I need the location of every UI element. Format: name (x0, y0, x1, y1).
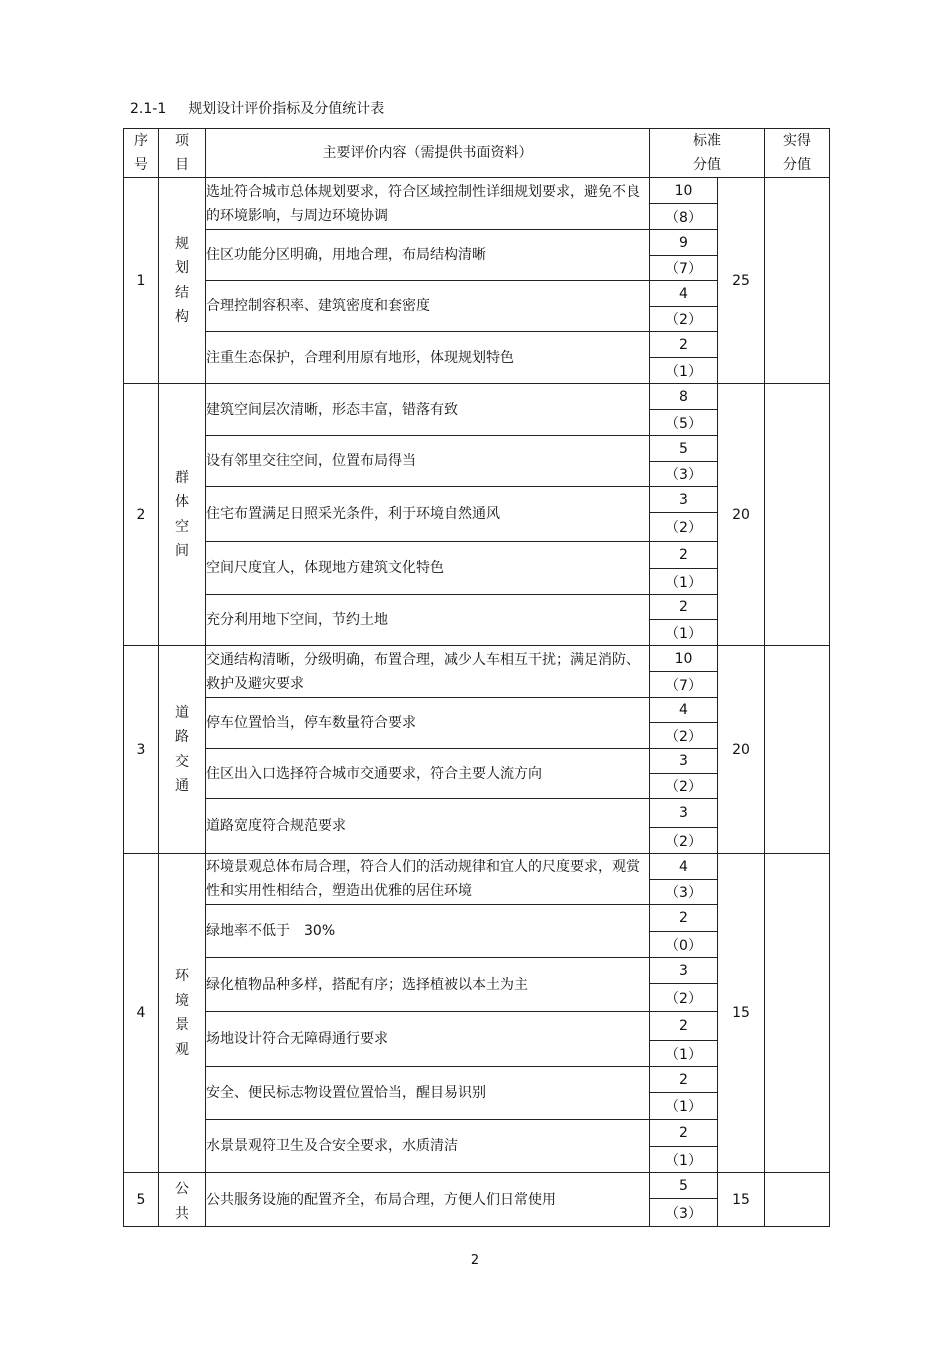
criterion-text: 绿化植物品种多样，搭配有序；选择植被以本土为主 (206, 958, 650, 1012)
minimum-score: （1） (650, 620, 718, 646)
minimum-score: （1） (650, 358, 718, 384)
standard-score: 2 (650, 905, 718, 932)
criterion-text: 空间尺度宜人，体现地方建筑文化特色 (206, 542, 650, 595)
table-row (124, 646, 830, 672)
group-total-score: 25 (718, 178, 765, 384)
standard-score: 3 (650, 958, 718, 984)
minimum-score: （1） (650, 1041, 718, 1067)
minimum-score: （0） (650, 932, 718, 958)
criterion-text: 停车位置恰当，停车数量符合要求 (206, 698, 650, 749)
minimum-score: （2） (650, 828, 718, 854)
actual-score-cell (765, 1173, 830, 1227)
table-number: 2.1-1 (130, 101, 167, 117)
standard-score: 10 (650, 646, 718, 672)
criterion-text: 道路宽度符合规范要求 (206, 799, 650, 854)
standard-score: 5 (650, 1173, 718, 1199)
minimum-score: （2） (650, 513, 718, 542)
criterion-text: 住宅布置满足日照采光条件，利于环境自然通风 (206, 487, 650, 542)
group-total-score: 15 (718, 1173, 765, 1227)
table-row (124, 854, 830, 880)
minimum-score: （1） (650, 569, 718, 595)
actual-score-cell (765, 646, 830, 854)
page-number: 2 (470, 1253, 480, 1268)
group-item-name: 规划结构 (159, 178, 206, 384)
minimum-score: （1） (650, 1093, 718, 1120)
actual-score-cell (765, 854, 830, 1173)
group-total-score: 15 (718, 854, 765, 1173)
standard-score: 2 (650, 542, 718, 569)
minimum-score: （1） (650, 1147, 718, 1173)
table-row (124, 178, 830, 204)
table-row (124, 384, 830, 410)
group-number: 4 (124, 854, 159, 1173)
standard-score: 5 (650, 436, 718, 462)
criterion-text: 公共服务设施的配置齐全，布局合理，方便人们日常使用 (206, 1173, 650, 1227)
standard-score: 2 (650, 595, 718, 620)
header-standard: 标准分值 (650, 129, 765, 178)
standard-score: 3 (650, 799, 718, 828)
criterion-text: 环境景观总体布局合理，符合人们的活动规律和宜人的尺度要求，观赏性和实用性相结合，塑造出优雅的居住环境 (206, 854, 650, 905)
criterion-text: 充分利用地下空间，节约土地 (206, 595, 650, 646)
criterion-text: 场地设计符合无障碍通行要求 (206, 1012, 650, 1067)
minimum-score: （2） (650, 307, 718, 332)
minimum-score: （8） (650, 204, 718, 230)
criterion-text: 住区出入口选择符合城市交通要求，符合主要人流方向 (206, 749, 650, 799)
actual-score-cell (765, 384, 830, 646)
minimum-score: （3） (650, 880, 718, 905)
criterion-text: 安全、便民标志物设置位置恰当，醒目易识别 (206, 1067, 650, 1120)
header-item: 项目 (159, 129, 206, 178)
standard-score: 10 (650, 178, 718, 204)
evaluation-table (123, 128, 830, 1227)
standard-score: 4 (650, 854, 718, 880)
header-content: 主要评价内容（需提供书面资料） (206, 129, 650, 178)
standard-score: 2 (650, 1120, 718, 1147)
group-item-name: 公共 (159, 1173, 206, 1227)
minimum-score: （7） (650, 672, 718, 698)
standard-score: 9 (650, 230, 718, 256)
criterion-text: 建筑空间层次清晰，形态丰富，错落有致 (206, 384, 650, 436)
criterion-text: 住区功能分区明确，用地合理，布局结构清晰 (206, 230, 650, 281)
criterion-text: 注重生态保护，合理利用原有地形，体现规划特色 (206, 332, 650, 384)
standard-score: 4 (650, 698, 718, 723)
minimum-score: （7） (650, 256, 718, 281)
minimum-score: （3） (650, 1199, 718, 1227)
group-number: 3 (124, 646, 159, 854)
table-title: 规划设计评价指标及分值统计表 (188, 101, 385, 117)
table-body (124, 178, 830, 1227)
header-seq: 序号 (124, 129, 159, 178)
table-row (124, 1173, 830, 1199)
table-caption (130, 98, 384, 118)
actual-score-cell (765, 178, 830, 384)
header-row (124, 129, 830, 178)
group-number: 1 (124, 178, 159, 384)
criterion-text: 绿地率不低于 30% (206, 905, 650, 958)
group-total-score: 20 (718, 384, 765, 646)
group-number: 5 (124, 1173, 159, 1227)
minimum-score: （2） (650, 984, 718, 1012)
standard-score: 3 (650, 749, 718, 774)
criterion-text: 交通结构清晰，分级明确，布置合理，减少人车相互干扰；满足消防、救护及避灾要求 (206, 646, 650, 698)
header-actual: 实得分值 (765, 129, 830, 178)
minimum-score: （5） (650, 410, 718, 436)
criterion-text: 水景景观符卫生及合安全要求，水质清洁 (206, 1120, 650, 1173)
minimum-score: （3） (650, 462, 718, 487)
minimum-score: （2） (650, 774, 718, 799)
standard-score: 4 (650, 281, 718, 307)
minimum-score: （2） (650, 723, 718, 749)
criterion-text: 设有邻里交往空间，位置布局得当 (206, 436, 650, 487)
criterion-text: 合理控制容积率、建筑密度和套密度 (206, 281, 650, 332)
standard-score: 2 (650, 1012, 718, 1041)
standard-score: 3 (650, 487, 718, 513)
group-number: 2 (124, 384, 159, 646)
group-item-name: 群体空间 (159, 384, 206, 646)
standard-score: 8 (650, 384, 718, 410)
group-item-name: 环境景观 (159, 854, 206, 1173)
group-total-score: 20 (718, 646, 765, 854)
standard-score: 2 (650, 332, 718, 358)
standard-score: 2 (650, 1067, 718, 1093)
criterion-text: 选址符合城市总体规划要求，符合区域控制性详细规划要求，避免不良的环境影响，与周边环境协调 (206, 178, 650, 230)
group-item-name: 道路交通 (159, 646, 206, 854)
